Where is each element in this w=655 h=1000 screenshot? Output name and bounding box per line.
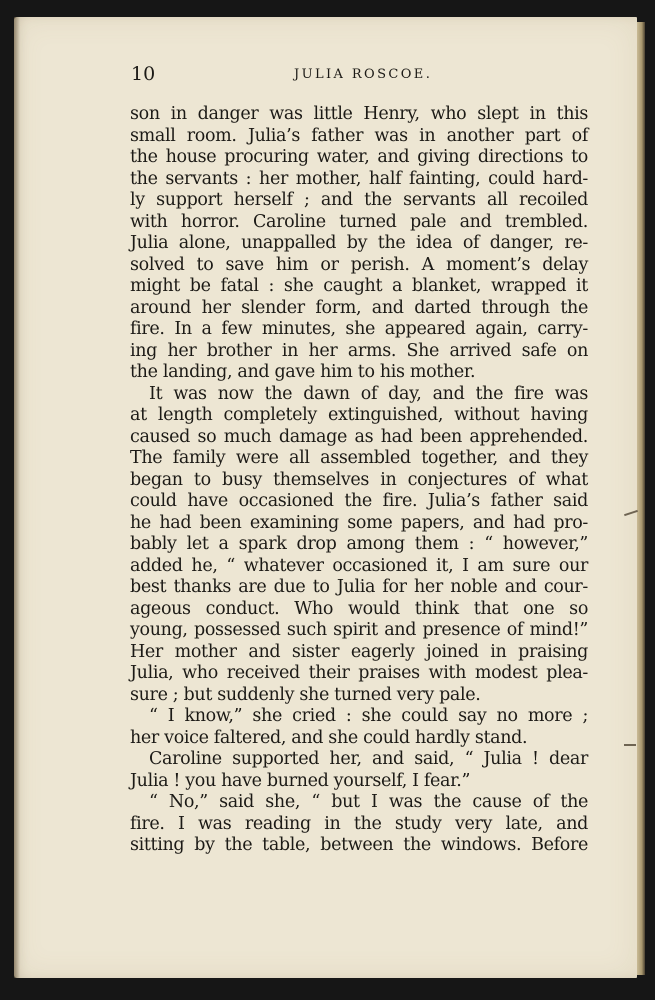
text-line: ing her brother in her arms. She arrived safe on (130, 340, 588, 361)
text-line: sure ; but suddenly she turned very pale. (130, 684, 481, 705)
text-line: the servants : her mother, half fainting, could hard- (130, 168, 588, 189)
text-line: ly support herself ; and the servants all recoiled (130, 190, 588, 210)
text-line: around her slender form, and darted through the (130, 297, 588, 318)
text-line: with horror. Caroline turned pale and trembled. (130, 211, 588, 232)
text-line: sitting by the table, between the windows. Before (130, 835, 588, 855)
text-line: “ I know,” she cried : she could say no more ; (149, 706, 588, 726)
text-line: Caroline supported her, and said, “ Julia ! dear (149, 749, 588, 769)
text-line: her voice faltered, and she could hardly stand. (130, 727, 528, 748)
text-line: Julia ! you have burned yourself, I fear.” (130, 770, 471, 791)
gutter-shadow (14, 17, 20, 978)
text-line: caused so much damage as had been apprehended. (130, 426, 588, 447)
text-line: The family were all assembled together, and they (130, 448, 588, 468)
text-line: young, possessed such spirit and presence of mind!” (130, 620, 588, 640)
text-line: It was now the dawn of day, and the fire was (149, 383, 588, 404)
text-line: solved to save him or perish. A moment’s delay (130, 254, 588, 275)
text-line: fire. In a few minutes, she appeared again, carry- (130, 319, 588, 339)
margin-mark (624, 744, 636, 746)
text-line: at length completely extinguished, without having (130, 405, 588, 425)
text-line: added he, “ whatever occasioned it, I am sure our (130, 555, 588, 576)
text-line: Her mother and sister eagerly joined in praising (130, 641, 588, 662)
text-line: could have occasioned the fire. Julia’s father said (130, 491, 588, 511)
text-line: small room. Julia’s father was in another part of (130, 125, 588, 146)
text-line: he had been examining some papers, and had pro- (130, 512, 588, 533)
text-line: best thanks are due to Julia for her noble and cour- (130, 577, 588, 597)
text-line: fire. I was reading in the study very late, and (130, 813, 588, 834)
text-line: the landing, and gave him to his mother. (130, 362, 476, 382)
text-line: Julia alone, unappalled by the idea of danger, re- (130, 233, 588, 253)
running-title: JULIA ROSCOE. (294, 67, 433, 82)
text-line: Julia, who received their praises with modest plea- (130, 663, 588, 683)
text-line: bably let a spark drop among them : “ however,” (130, 534, 588, 554)
text-line: ageous conduct. Who would think that one so (130, 598, 588, 619)
text-line: “ No,” said she, “ but I was the cause of the (149, 792, 588, 812)
page-header (0, 63, 655, 87)
text-line: began to busy themselves in conjectures of what (130, 469, 588, 490)
text-line: son in danger was little Henry, who slept in this (130, 104, 588, 124)
page-edge (637, 22, 645, 975)
text-line: might be fatal : she caught a blanket, wrapped it (130, 276, 588, 296)
page-number: 10 (131, 63, 156, 85)
text-line: the house procuring water, and giving directions to (130, 147, 588, 167)
body-text (130, 104, 588, 857)
